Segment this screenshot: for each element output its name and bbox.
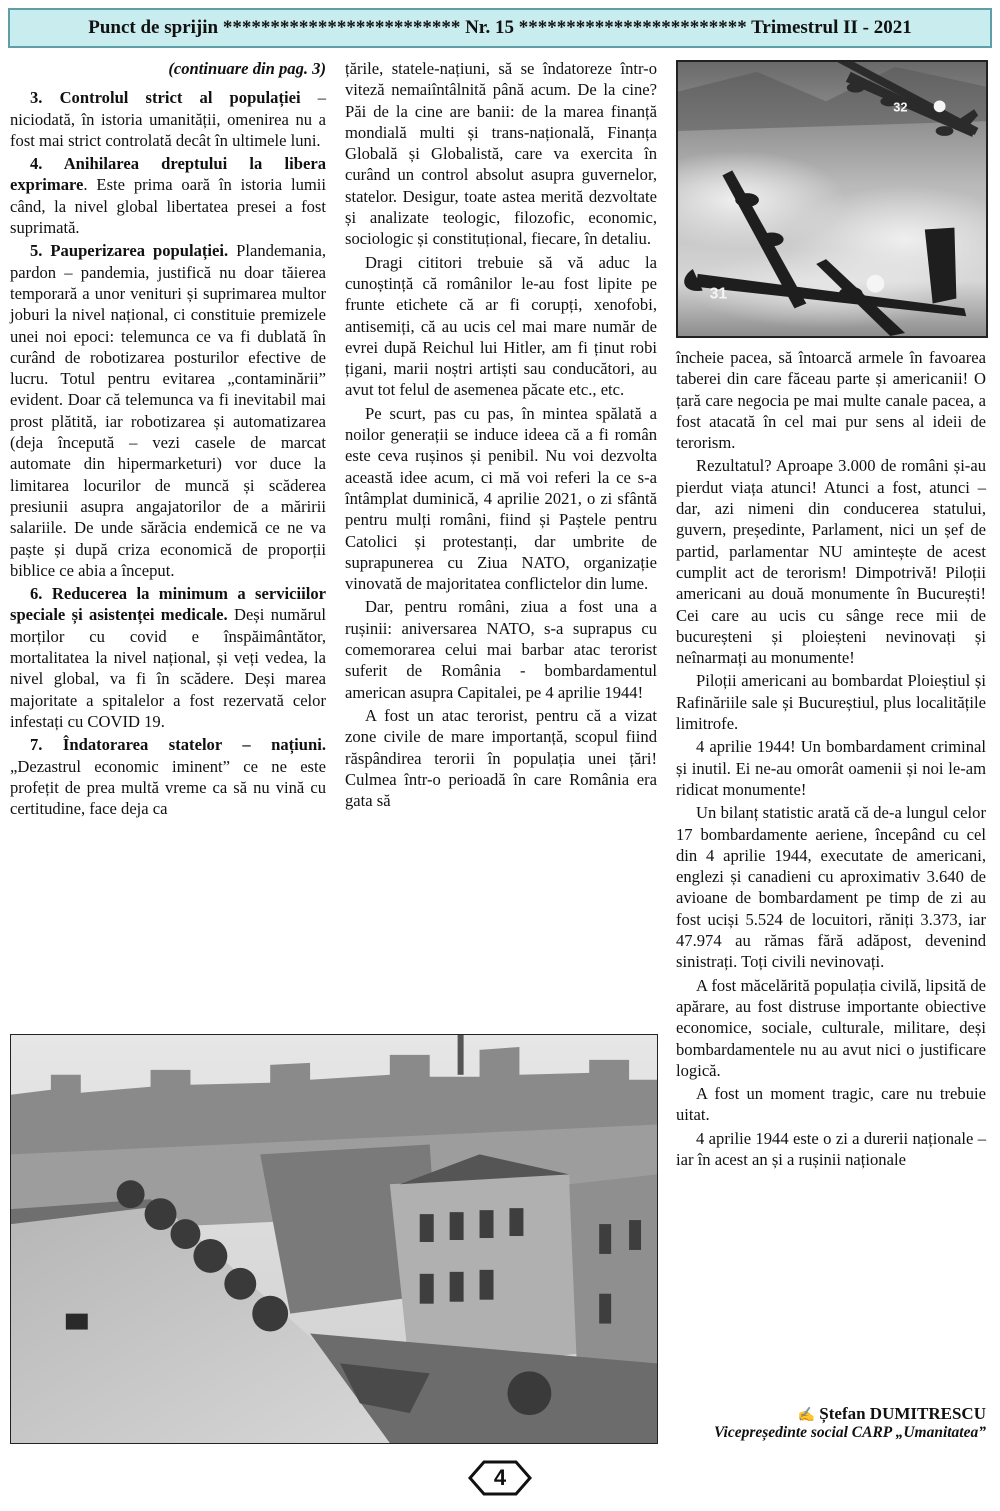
page-header xyxy=(8,8,992,48)
column-2-paragraph-1: țările, statele-națiuni, să se îndatoreze într-o viteză nemaiîntâlnită până acum. De la cine? Păi de la cine are banii: de la marea finanță mondială multi și trans-națională, Finanța Globală și Globalistă, care va exercita în curând un control absolut asupra guvernelor, statelor. Desigur, toate astea merită dezvoltate și analizate teologic, filozofic, economic, sociologic și constituțional, fiecare, în detaliu. xyxy=(345,59,657,249)
paragraph-4-text: . Este prima oară în istoria lumii când, la nivel global libertatea presei a fost suprimată. xyxy=(10,175,326,238)
page-number-badge xyxy=(468,1458,532,1498)
bombed-city-graphic xyxy=(11,1035,657,1443)
paragraph-7-heading: 7. Îndatorarea statelor – națiuni. xyxy=(30,735,326,755)
continuation-note: (continuare din pag. 3) xyxy=(168,59,326,78)
tail-number-bottom: 31 xyxy=(709,285,728,303)
column-2-paragraph-4: Dar, pentru români, ziua a fost una a rușinii: aniversarea NATO, s-a suprapus cu comemorarea celui mai barbar atac terorist suferit de România - bombardamentul american asupra Capitalei, pe 4 aprilie 1944! xyxy=(345,597,657,702)
paragraph-7 xyxy=(10,734,326,819)
author-role: Vicepreședinte social CARP „Umanitatea” xyxy=(714,1424,986,1441)
article-column-2 xyxy=(345,58,657,813)
bombed-city-photo xyxy=(10,1034,658,1444)
column-3-paragraph-3: Piloții americani au bombardat Ploieștiul și Rafinăriile sale și Bucureștiul, plus localitățile limitrofe. xyxy=(676,671,986,734)
column-3-paragraph-1: încheie pacea, să întoarcă armele în favoarea taberei din care făceau parte și americanii! O țară care negocia pe mai multe canale pacea, a fost atacată în cel mai pur sens al ideii de terorism. xyxy=(676,348,986,453)
column-3-paragraph-8: 4 aprilie 1944 este o zi a durerii naționale – iar în acest an și a rușinii naționale xyxy=(676,1128,986,1169)
paragraph-4-heading: 4. Anihilarea dreptului la libera exprimare xyxy=(10,154,326,195)
paragraph-3-heading: 3. Controlul strict al populației xyxy=(30,88,301,108)
paragraph-3-text: – niciodată, în istoria umanității, omenirea nu a fost mai strict controlată decât în ultimele luni. xyxy=(10,88,326,150)
paragraph-4 xyxy=(10,153,326,238)
paragraph-5-text: Plandemania, pardon – pandemia, justifică nu doar tăierea temporară a unor venituri și suprimarea multor joburi la nivel național, ci constituie premizele unei noi epoci: telemunca ce va fi dublată în curând de robotizarea posturilor efective de lucru. Totul pentru evitarea „contaminării” evident. Doar că telemunca va fi inevitabil mai prost plătită, iar robotizarea și automatizarea (deja începută – vezi casele de marcat automate din hipermarketuri) vor duce la limitarea locurilor de muncă și scăderea presiunii asupra angajatorilor de a măririi salariile. De unde sărăcia endemică ce ne va paște și după criza economică de proporții biblice ce abia a început. xyxy=(10,241,326,580)
pen-icon: ✍ xyxy=(797,1408,816,1423)
tail-number-top: 32 xyxy=(893,99,908,115)
paragraph-5-heading: 5. Pauperizarea populației. xyxy=(30,241,229,261)
page-number: 4 xyxy=(493,1465,507,1490)
column-2-paragraph-2: Dragi cititori trebuie să vă aduc la cunoștință că românilor le-au fost lipite pe frunte etichete că ar fi corupți, xenofobi, antisemiți, că au ucis cel mai mare număr de evrei după Reichul lui Hitler, am fi ținut robi țigani, marii noștri artiști sau conducători, au avut tot felul de asemenea păcate etc., etc. xyxy=(345,252,657,400)
column-3-paragraph-7: A fost un moment tragic, care nu trebuie uitat. xyxy=(676,1084,986,1125)
column-3-paragraph-2: Rezultatul? Aproape 3.000 de români și-au pierdut viața atunci! Atunci a fost, atunci – dar, azi nimeni din conducerea statului, guvern, președinte, Parlament, nici un șef de partid, parlamentar NU amintește de acest cumplit act de terorism! Dimpotrivă! Piloții americani au două monumente în București! Cei care au ucis cu sânge rece mii de bucureșteni și ploieșteni nevinovați și neînarmați au monumente! xyxy=(676,456,986,668)
column-2-paragraph-3: Pe scurt, pas cu pas, în mintea spălată a noilor generații se induce ideea că a fi român este ceva rușinos și penibil. Nu voi dezvolta această idee acum, ci mă voi referi la ce s-a întâmplat duminică, 4 aprilie 2021, o zi sfântă pentru mulți români, fiind și Paștele pentru Catolici și protestanți, dar umbrite de suprapunerea cu Ziua NATO, organizație vinovată de majoritatea conflictelor din lume. xyxy=(345,403,657,594)
paragraph-6 xyxy=(10,583,326,732)
author-name: Ștefan DUMITRESCU xyxy=(819,1404,986,1423)
column-3-paragraph-6: A fost măcelărită populația civilă, lipsită de apărare, au fost distruse importante obiective economice, sociale, culturale, militare, deși bombardamentele nu au avut nici o justificare logică. xyxy=(676,975,986,1080)
paragraph-6-heading: 6. Reducerea la minimum a serviciilor speciale și asistenței medicale. xyxy=(10,584,326,625)
column-2-paragraph-5: A fost un atac terorist, pentru că a vizat zone civile de mare importanță, scopul fiind răspândirea terorii în populația unei țări! Culmea într-o perioadă în care România era gata să xyxy=(345,705,657,811)
header-text: Punct de sprijin ************************* Nr. 15 ************************ Trimestrul II - 2021 xyxy=(88,17,912,38)
article-column-1 xyxy=(10,58,326,821)
paragraph-7-text: „Dezastrul economic iminent” ce ne este profețit de prea multă vreme ca să nu vină cu certitudine, face deja ca xyxy=(10,756,326,819)
article-signature xyxy=(714,1404,986,1442)
article-column-3 xyxy=(676,347,986,1172)
bomber-photo-graphic xyxy=(678,62,986,336)
paragraph-5 xyxy=(10,240,326,581)
bomber-photo xyxy=(676,60,988,338)
column-3-paragraph-5: Un bilanț statistic arată că de-a lungul celor 17 bombardamente aeriene, începând cu cel din 4 aprilie 1944, executate de americani, englezi și canadieni cu aproximativ 3.640 de avioane de bombardament pe timp de zi au fost uciși 5.524 de locuitori, răniți 3.373, iar 47.974 au rămas fără adăpost, devenind sinistrați. Toți civili nevinovați. xyxy=(676,803,986,972)
paragraph-6-text: Deși numărul morților cu covid e înspăimântător, mortalitatea la nivel național, și veți vedea, la nivel global, va fi în scădere. Deși marea majoritate a spitalelor a fost rezervată celor infestați cu COVID 19. xyxy=(10,605,326,731)
paragraph-3 xyxy=(10,87,326,151)
column-3-paragraph-4: 4 aprilie 1944! Un bombardament criminal și inutil. Ei ne-au omorât oamenii și noi le-am ridicat monumente! xyxy=(676,737,986,799)
